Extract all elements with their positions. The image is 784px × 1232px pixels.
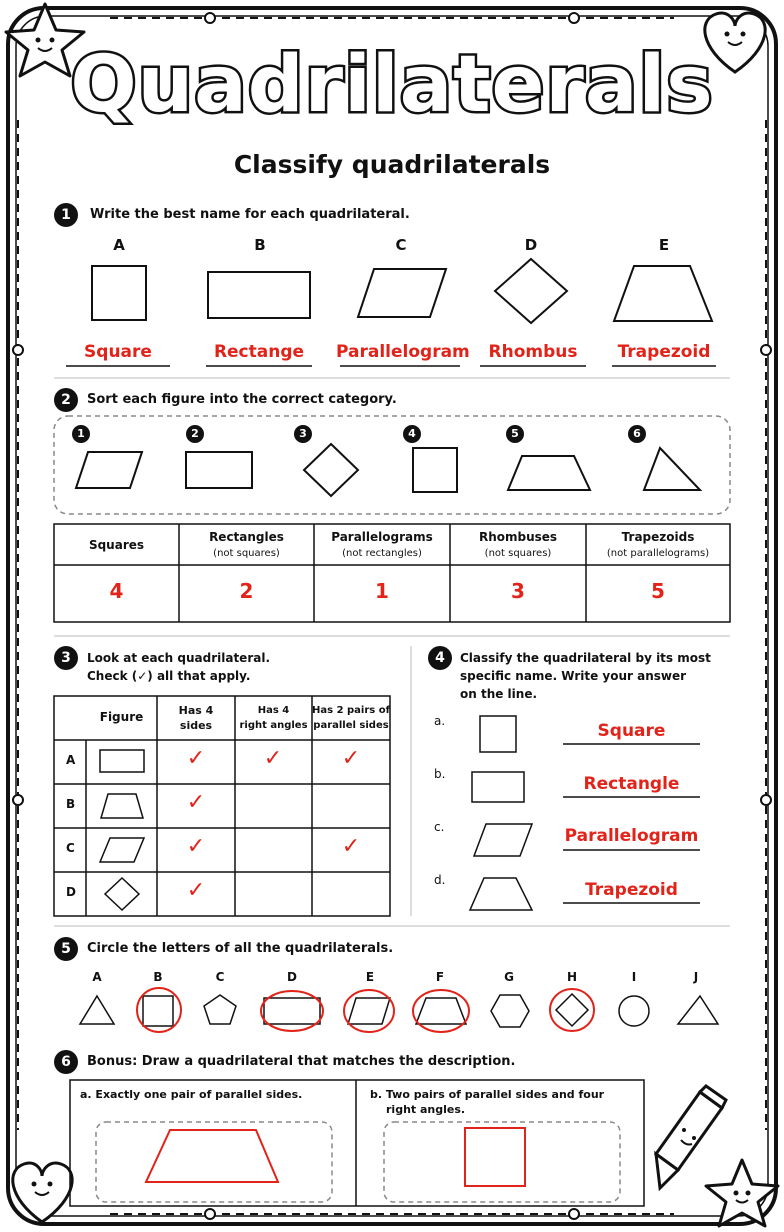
- question-6-instruction: Bonus: Draw a quadrilateral that matches the description.: [87, 1054, 516, 1069]
- shape-letter-h: H: [566, 970, 578, 984]
- figure-letter-b: B: [254, 236, 266, 254]
- label-d: d.: [434, 873, 446, 887]
- label-b: b.: [434, 767, 446, 781]
- question-3-instruction: Look at each quadrilateral. Check (✓) all that apply.: [87, 651, 270, 683]
- figure-letter-c: C: [395, 236, 407, 254]
- sort-answer-parallelograms: 1: [375, 579, 389, 603]
- row-label-b: B: [66, 797, 76, 811]
- answer-rectangle: Rectangle: [583, 774, 680, 794]
- col-figure: Figure: [99, 710, 144, 724]
- question-1-instruction: Write the best name for each quadrilateral.: [90, 207, 410, 222]
- answer-rectange: Rectange: [213, 342, 305, 362]
- header-rhombuses: Rhombuses (not squares): [478, 530, 558, 559]
- sort-answer-rectangles: 2: [239, 579, 254, 603]
- header-parallelograms: Parallelograms (not rectangles): [331, 530, 433, 559]
- check-mark: ✓: [186, 878, 206, 903]
- shape-letter-a: A: [92, 970, 102, 984]
- answer-square: Square: [84, 342, 152, 362]
- question-2-instruction: Sort each figure into the correct category.: [87, 392, 397, 407]
- question-number: 3: [54, 646, 78, 670]
- shape-letter-g: G: [504, 970, 514, 984]
- shape-letter-e: E: [365, 970, 375, 984]
- row-label-a: A: [66, 753, 76, 767]
- check-mark: ✓: [186, 790, 206, 815]
- figure-number: 1: [72, 425, 90, 443]
- col-has-4-sides: Has 4 sides: [178, 704, 214, 732]
- label-c: c.: [434, 820, 445, 834]
- col-has-4-right-angles: Has 4 right angles: [239, 705, 308, 731]
- row-label-d: D: [66, 885, 76, 899]
- figure-number: 3: [294, 425, 312, 443]
- col-has-2-pairs-parallel: Has 2 pairs of parallel sides: [312, 705, 390, 731]
- shape-letter-c: C: [215, 970, 225, 984]
- sort-answer-rhombuses: 3: [511, 579, 525, 603]
- label-a: a.: [434, 714, 446, 728]
- sort-answer-squares: 4: [109, 579, 124, 603]
- drawn-trapezoid: [146, 1130, 278, 1182]
- header-trapezoids: Trapezoids (not parallelograms): [606, 530, 710, 559]
- question-4-instruction: Classify the quadrilateral by its most specific name. Write your answer on the line.: [460, 651, 711, 701]
- shape-letter-b: B: [153, 970, 163, 984]
- shape-letter-i: I: [631, 970, 637, 984]
- figure-letter-d: D: [524, 236, 538, 254]
- shape-letter-f: F: [435, 970, 445, 984]
- figure-letter-a: A: [113, 236, 125, 254]
- drawn-square: [465, 1128, 525, 1186]
- answer-trapezoid: Trapezoid: [617, 342, 711, 362]
- check-mark: ✓: [341, 834, 361, 859]
- question-number: 2: [54, 388, 78, 412]
- answer-parallelogram: Parallelogram: [564, 826, 699, 846]
- question-5-instruction: Circle the letters of all the quadrilaterals.: [87, 941, 394, 956]
- row-label-c: C: [66, 841, 75, 855]
- figure-number: 5: [506, 425, 524, 443]
- sort-answer-trapezoids: 5: [651, 579, 665, 603]
- figure-number: 4: [403, 425, 421, 443]
- answer-parallelogram: Parallelogram: [336, 342, 470, 362]
- figure-number: 2: [186, 425, 204, 443]
- question-number: 1: [54, 203, 78, 227]
- question-number: 4: [428, 646, 452, 670]
- question-number: 5: [54, 937, 78, 961]
- page-subtitle: Classify quadrilaterals: [233, 150, 551, 179]
- shape-letter-j: J: [693, 970, 699, 984]
- shape-letter-d: D: [287, 970, 297, 984]
- check-mark: ✓: [186, 834, 206, 859]
- answer-square: Square: [597, 721, 666, 741]
- page-title: Quadrilaterals: [70, 40, 714, 130]
- header-squares: Squares: [88, 538, 145, 552]
- question-number: 6: [54, 1050, 78, 1074]
- answer-rhombus: Rhombus: [488, 342, 578, 362]
- figure-letter-e: E: [658, 236, 670, 254]
- header-rectangles: Rectangles (not squares): [209, 530, 284, 559]
- check-mark: ✓: [263, 746, 283, 771]
- bonus-a-description: a. Exactly one pair of parallel sides.: [80, 1088, 303, 1101]
- check-mark: ✓: [186, 746, 206, 771]
- check-mark: ✓: [341, 746, 361, 771]
- bonus-b-description: b. Two pairs of parallel sides and four right angles.: [370, 1088, 605, 1116]
- figure-number: 6: [628, 425, 646, 443]
- answer-trapezoid: Trapezoid: [585, 880, 678, 900]
